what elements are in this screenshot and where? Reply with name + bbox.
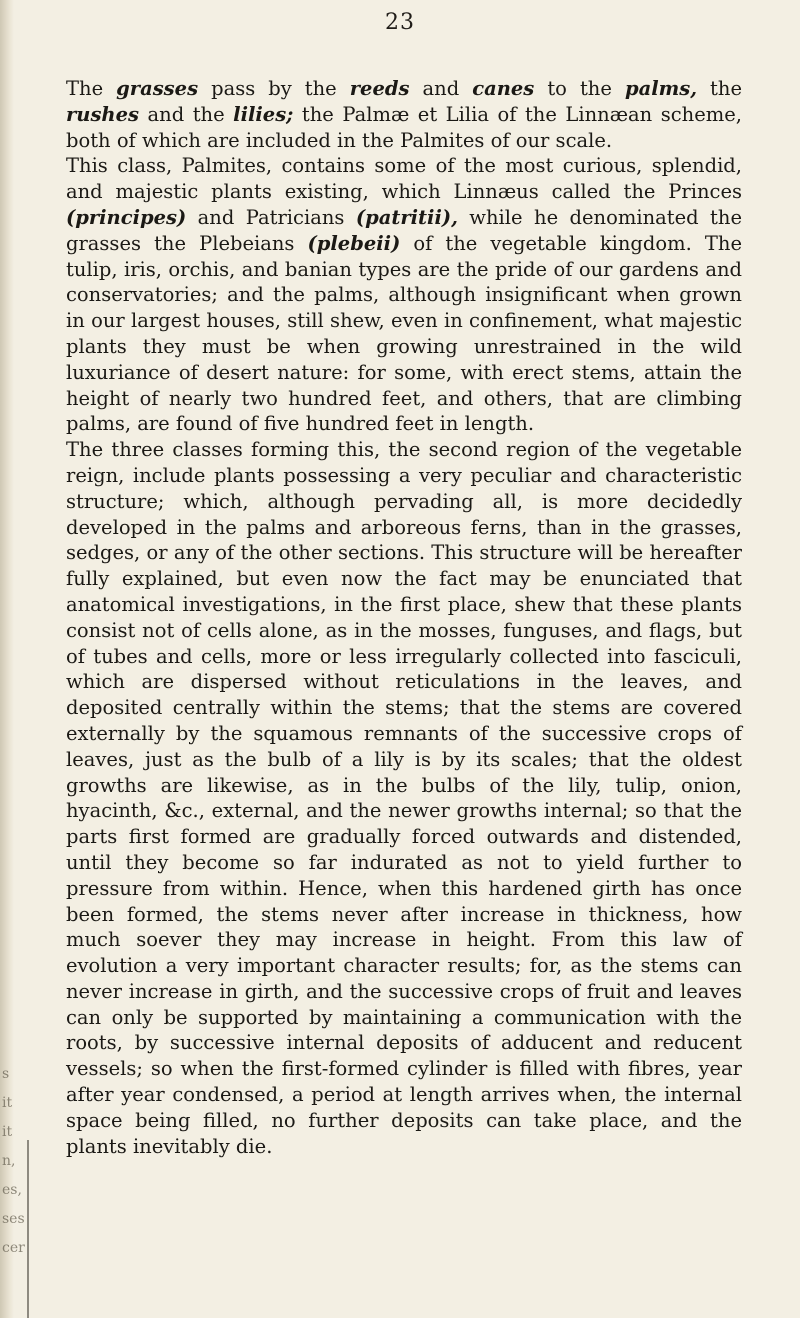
paragraph-palmites [66, 153, 742, 437]
text-run: pass by the [198, 77, 350, 100]
margin-fragment: cer [2, 1240, 25, 1256]
margin-fragment: it [2, 1095, 13, 1111]
text-run: and [409, 77, 473, 100]
text-run: and Patricians [186, 205, 356, 229]
margin-fragment: ses [2, 1211, 25, 1227]
italic-term: (plebeii) [307, 231, 401, 255]
italic-term: palms, [624, 77, 698, 100]
italic-term: grasses [116, 77, 199, 100]
margin-fragment: n, [2, 1153, 16, 1169]
italic-term: (principes) [66, 205, 187, 229]
margin-rule [27, 1140, 29, 1318]
italic-term: rushes [66, 102, 139, 126]
body-text [66, 76, 742, 1159]
text-run: the Palmæ et Lilia of the Linnæan scheme, both of which are included in the Palmites of our scale. [66, 102, 742, 152]
margin-fragment: s [2, 1066, 10, 1082]
page-number: 23 [385, 10, 415, 35]
italic-term: (patritii), [355, 205, 458, 229]
text-run: the [697, 77, 742, 100]
italic-term: lilies; [233, 102, 294, 126]
text-run: of the vegetable kingdom. The tulip, iris, orchis, and banian types are the pride of our gardens and conservatories; and the palms, although insignificant when grown in our largest houses, still shew, even in confinement, what majestic plants they must be when growing unrestrained in the wild luxuriance of desert nature: for some, with erect stems, attain the height of nearly two hundred feet, and others, that are climbing palms, are found of five hundred feet in length. [66, 231, 743, 436]
paragraph-structure: The three classes forming this, the second region of the vegetable reign, include plants possessing a very peculiar and characteristic structure; which, although pervading all, is more decidedly developed in the palms and arboreous ferns, than in the grasses, sedges, or any of the other sections. This structure will be hereafter fully explained, but even now the fact may be enunciated that anatomical investigations, in the first place, shew that these plants consist not of cells alone, as in the mosses, funguses, and flags, but of tubes and cells, more or less irregularly collected into fasciculi, which are dispersed without reticulations in the leaves, and deposited centrally within the stems; that the stems are covered externally by the squamous remnants of the successive crops of leaves, just as the bulb of a lily is by its scales; that the oldest growths are likewise, as in the bulbs of the lily, tulip, onion, hyacinth, &c., external, and the newer growths internal; so that the parts first formed are gradually forced outwards and distended, until they become so far indurated as not to yield further to pressure from within. Hence, when this hardened girth has once been formed, the stems never after increase in thickness, how much soever they may increase in height. From this law of evolution a very important character results; for, as the stems can never increase in girth, and the successive crops of fruit and leaves can only be supported by maintaining a communication with the roots, by successive internal deposits of adducent and reducent vessels; so when the first-formed cylinder is filled with fibres, year after year condensed, a period at length arrives when, the internal space being filled, no further deposits can take place, and the plants inevitably die. [66, 438, 742, 1158]
paragraph-grasses [66, 76, 742, 153]
margin-fragment: es, [2, 1182, 22, 1198]
italic-term: reeds [349, 77, 410, 100]
text-run: The [66, 77, 117, 100]
text-run: This class, Palmites, contains some of the most curious, splendid, and majestic plants existing, which Linnæus called the Princes [66, 154, 742, 204]
margin-fragment: it [2, 1124, 13, 1140]
margin-bleed-through [2, 1060, 25, 1263]
text-run: to the [534, 77, 625, 100]
italic-term: canes [472, 77, 535, 100]
text-run: while he denominated the grasses the Plebeians [66, 205, 742, 255]
text-run: and the [139, 102, 234, 126]
